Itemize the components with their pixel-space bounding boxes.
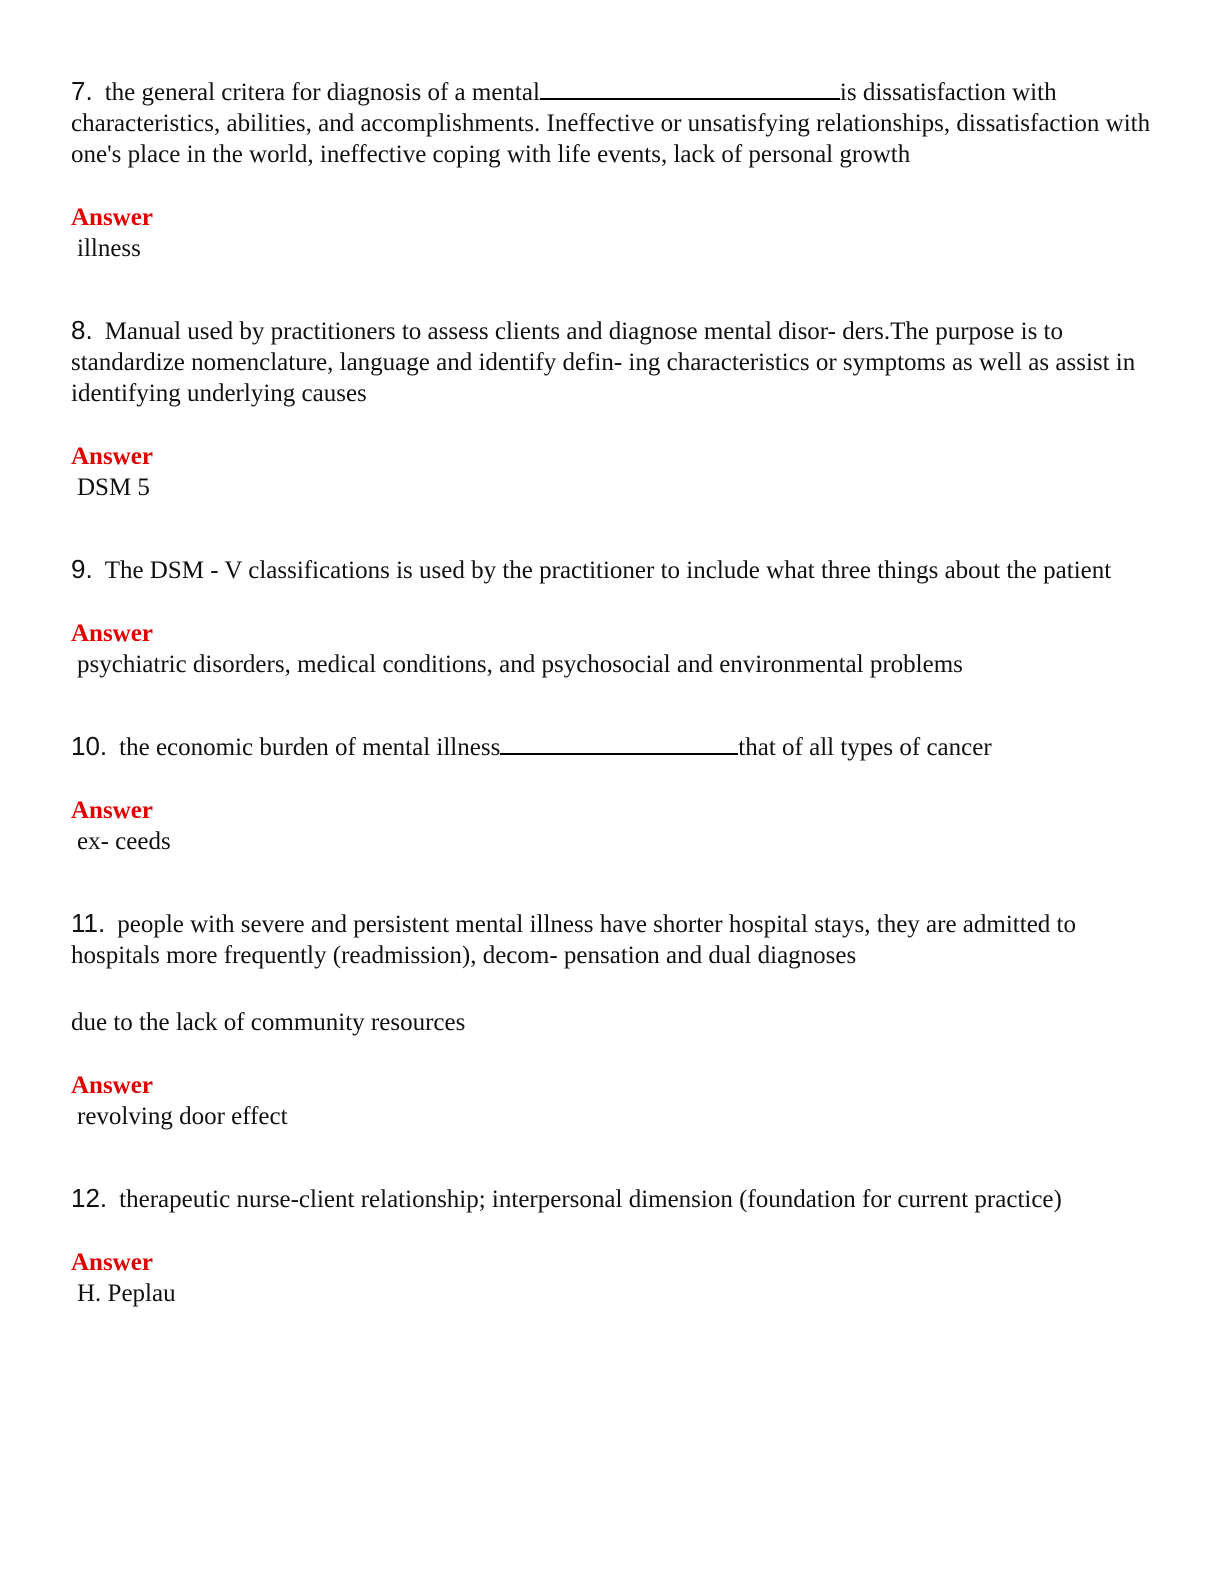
answer-text: DSM 5	[77, 474, 150, 501]
answer-text: illness	[77, 235, 141, 262]
question-text	[71, 731, 1151, 763]
question-item-7	[71, 76, 1151, 264]
question-item-10	[71, 731, 1151, 857]
question-body: Manual used by practitioners to assess clients and diagnose mental disor- ders.The purpose is to standardize nomenclature, language and identify defin- ing characteristics or symptoms as well as assist in identifying underlying causes	[71, 318, 1136, 407]
question-body: The DSM - V classifications is used by the practitioner to include what three things about the patient	[104, 557, 1112, 584]
answer-label: Answer	[71, 1249, 153, 1276]
question-number: 8.	[71, 315, 93, 345]
question-text-before-blank: the economic burden of mental illness	[119, 734, 501, 761]
question-number: 10.	[71, 731, 108, 761]
answer-text: ex- ceeds	[77, 828, 171, 855]
question-text-before-blank: the general critera for diagnosis of a mental	[104, 79, 540, 106]
answer-text: H. Peplau	[77, 1280, 176, 1307]
answer-label: Answer	[71, 204, 153, 231]
question-text-after-blank: that of all types of cancer	[738, 734, 992, 761]
fill-in-blank	[540, 76, 840, 100]
answer-label: Answer	[71, 443, 153, 470]
question-body: people with severe and persistent mental illness have shorter hospital stays, they are admitted to hospitals more frequently (readmission), decom- pensation and dual diagnoses	[71, 911, 1076, 969]
question-body: therapeutic nurse-client relationship; interpersonal dimension (foundation for current practice)	[119, 1186, 1062, 1213]
document-page	[71, 76, 1151, 1309]
question-number: 12.	[71, 1183, 108, 1213]
answer-text: psychiatric disorders, medical conditions, and psychosocial and environmental problems	[77, 651, 963, 678]
question-item-12	[71, 1183, 1151, 1309]
question-text	[71, 554, 1151, 586]
question-text	[71, 908, 1151, 971]
question-number: 7.	[71, 76, 93, 106]
answer-label: Answer	[71, 620, 153, 647]
answer-text: revolving door effect	[77, 1103, 288, 1130]
question-number: 9.	[71, 554, 93, 584]
question-item-8	[71, 315, 1151, 503]
question-text	[71, 315, 1151, 409]
question-text	[71, 1183, 1151, 1215]
question-item-9	[71, 554, 1151, 680]
answer-label: Answer	[71, 1072, 153, 1099]
question-continuation: due to the lack of community resources	[71, 1009, 466, 1036]
question-number: 11.	[71, 908, 106, 938]
fill-in-blank	[500, 731, 738, 755]
question-text	[71, 76, 1151, 170]
question-text-after-blank: is dissatisfaction with characteristics, abilities, and accomplishments. Ineffective or unsatisfying relationships, dissatisfaction with one's place in the world, ineffective coping with life events, lack of personal growth	[71, 79, 1151, 168]
answer-label: Answer	[71, 797, 153, 824]
question-item-11	[71, 908, 1151, 1132]
